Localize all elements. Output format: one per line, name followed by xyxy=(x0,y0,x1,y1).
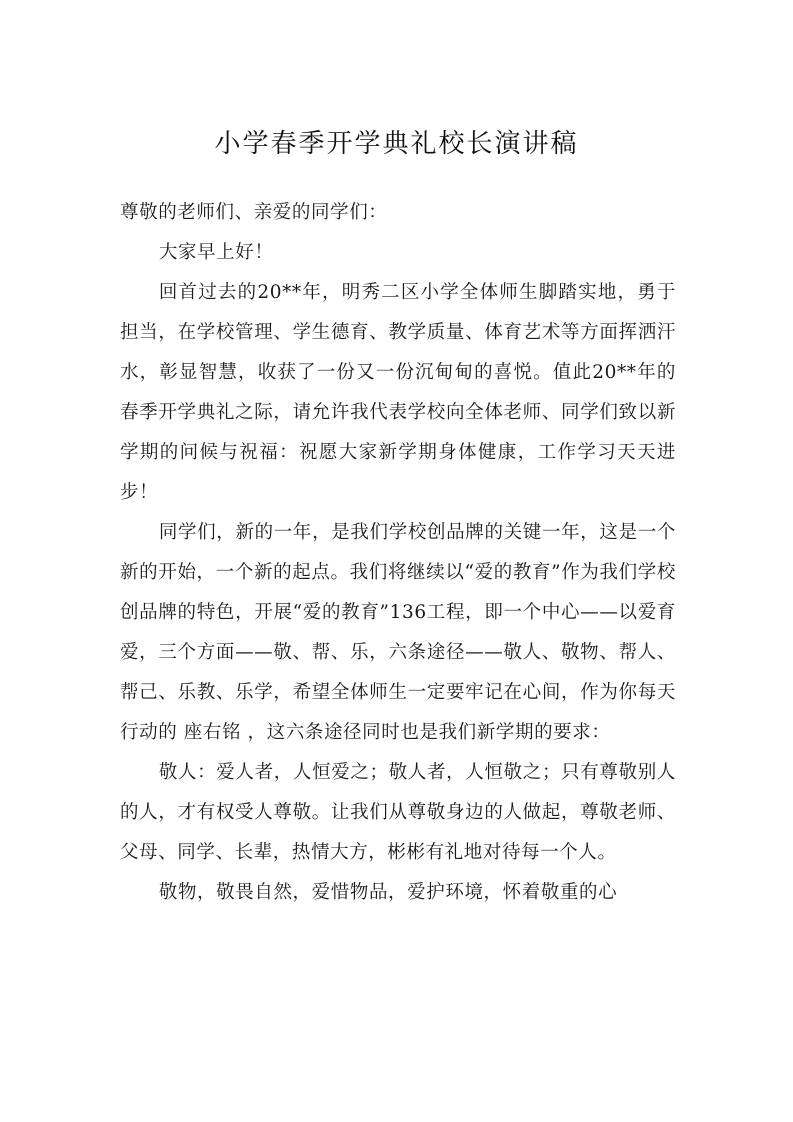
paragraph-greeting: 大家早上好！ xyxy=(158,242,274,263)
document-body xyxy=(120,193,676,913)
paragraph-new-year: 同学们，新的一年，是我们学校创品牌的关键一年，这是一个新的开始，一个新的起点。我们将继续以“爱的教育”作为我们学校创品牌的特色，开展“爱的教育”136工程，即一个中心——以爱育爱，三个方面——敬、帮、乐，六条途径——敬人、敬物、帮人、帮己、乐教、乐学，希望全体师生一定要牢记在心间，作为你每天行动的 座右铭 ，这六条途径同时也是我们新学期的要求： xyxy=(120,522,676,743)
document-title: 小学春季开学典礼校长演讲稿 xyxy=(214,129,579,159)
paragraph-respect-people: 敬人：爱人者，人恒爱之；敬人者，人恒敬之；只有尊敬别人的人，才有权受人尊敬。让我们从尊敬身边的人做起，尊敬老师、父母、同学、长辈，热情大方，彬彬有礼地对待每一个人。 xyxy=(120,762,676,863)
paragraph-respect-things: 敬物，敬畏自然，爱惜物品，爱护环境，怀着敬重的心 xyxy=(158,882,618,903)
salutation: 尊敬的老师们、亲爱的同学们： xyxy=(120,202,388,223)
paragraph-review: 回首过去的20**年，明秀二区小学全体师生脚踏实地，勇于担当，在学校管理、学生德育、教学质量、体育艺术等方面挥洒汗水，彰显智慧，收获了一份又一份沉甸甸的喜悦。值此20**年的春季开学典礼之际，请允许我代表学校向全体老师、同学们致以新学期的问候与祝福：祝愿大家新学期身体健康，工作学习天天进步！ xyxy=(120,282,676,503)
